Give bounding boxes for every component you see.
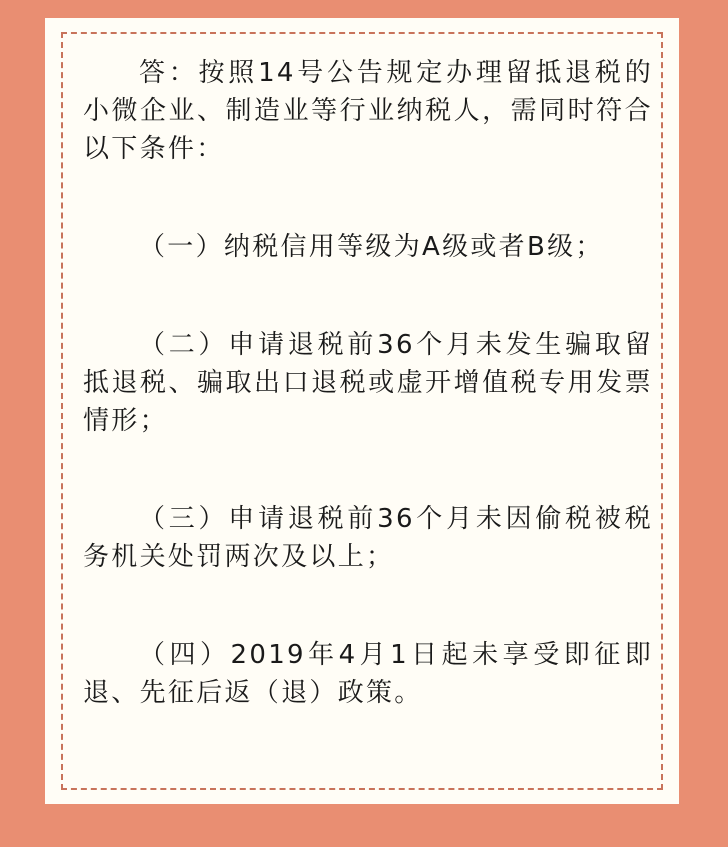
answer-text-block (83, 54, 653, 712)
condition-1: （一）纳税信用等级为A级或者B级； (139, 232, 604, 262)
condition-2: （二）申请退税前36个月未发生骗取留抵退税、骗取出口退税或虚开增值税专用发票情形； (83, 330, 653, 436)
answer-intro: 答：按照14号公告规定办理留抵退税的小微企业、制造业等行业纳税人，需同时符合以下条件： (83, 58, 653, 164)
condition-3: （三）申请退税前36个月未因偷税被税务机关处罚两次及以上； (83, 504, 653, 572)
condition-4: （四）2019年4月1日起未享受即征即退、先征后返（退）政策。 (83, 640, 653, 708)
content-card (45, 18, 679, 804)
